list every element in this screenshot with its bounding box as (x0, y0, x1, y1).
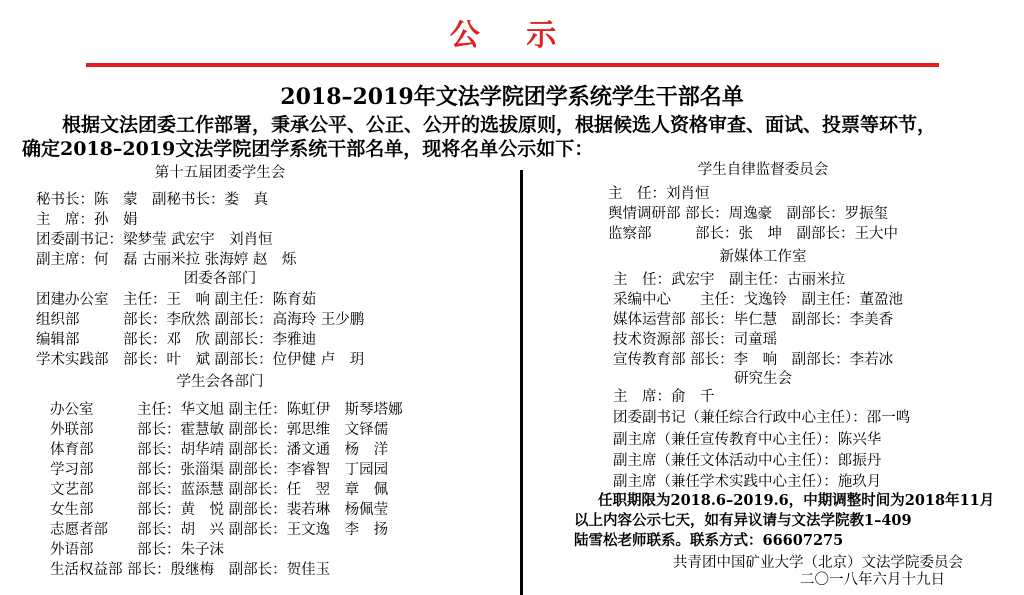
list-item: 生活权益部 部长：殷继梅 副部长：贺佳玉 (50, 562, 331, 578)
signature: 共青团中国矿业大学（北京）文法学院委员会 (673, 555, 963, 571)
list-item: 副主席（兼任文体活动中心主任）：郎振丹 (613, 453, 882, 469)
list-item: 主 任：刘肖恒 (608, 186, 710, 202)
document-heading: 2018–2019年文法学院团学系统学生干部名单 (280, 84, 744, 110)
section-title: 学生自律监督委员会 (697, 162, 829, 178)
list-item: 宣传教育部 部长：李 响 副部长：李若冰 (613, 352, 894, 368)
list-item: 舆情调研部 部长：周逸豪 副部长：罗振玺 (608, 206, 889, 222)
intro-line: 确定2018–2019文法学院团学系统干部名单，现将名单公示如下： (22, 138, 594, 160)
intro-line: 根据文法团委工作部署，秉承公平、公正、公开的选拔原则，根据候选人资格审查、面试、投票等环节， (62, 114, 937, 136)
date: 二〇一八年六月十九日 (800, 572, 945, 588)
list-item: 外语部 部长：朱子沫 (50, 542, 224, 558)
list-item: 监察部 部长：张 坤 副部长：王大中 (608, 226, 898, 242)
list-item: 文艺部 部长：蓝添慧 副部长：任 翌 章 佩 (50, 482, 389, 498)
list-item: 学习部 部长：张淄渠 副部长：李睿智 丁园园 (50, 462, 389, 478)
list-item: 体育部 部长：胡华靖 副部长：潘文通 杨 洋 (50, 442, 389, 458)
section-title: 研究生会 (734, 371, 792, 387)
list-item: 团委副书记：梁梦莹 武宏宇 刘肖恒 (36, 232, 273, 248)
list-item: 主 席：孙 娟 (36, 212, 138, 228)
section-title: 第十五届团委学生会 (154, 165, 286, 181)
list-item: 主 任：武宏宇 副主任：古丽米拉 (613, 272, 845, 288)
list-item: 秘书长：陈 蒙 副秘书长：娄 真 (36, 192, 268, 208)
section-title: 新媒体工作室 (719, 249, 807, 265)
right-column (523, 0, 1024, 595)
list-item: 女生部 部长：黄 悦 副部长：裴若琳 杨佩莹 (50, 502, 389, 518)
page-title: 公 示 (449, 18, 575, 53)
list-item: 组织部 部长：李欣然 副部长：高海玲 王少鹏 (36, 312, 365, 328)
notice-line: 以上内容公示七天，如有异议请与文法学院教1–409 (574, 512, 912, 529)
list-item: 志愿者部 部长：胡 兴 副部长：王文逸 李 扬 (50, 522, 389, 538)
notice-line: 任职期限为2018.6–2019.6，中期调整时间为2018年11月 (598, 492, 995, 509)
list-item: 副主席：何 磊 古丽米拉 张海婷 赵 烁 (36, 252, 297, 268)
section-title: 学生会各部门 (176, 374, 264, 390)
list-item: 副主席（兼任宣传教育中心主任）：陈兴华 (613, 432, 882, 448)
list-item: 学术实践部 部长：叶 斌 副部长：位伊健 卢 玥 (36, 352, 365, 368)
list-item: 编辑部 部长：邓 欣 副部长：李雅迪 (36, 332, 317, 348)
list-item: 办公室 主任：华文旭 副主任：陈虹伊 斯琴塔娜 (50, 402, 403, 418)
list-item: 技术资源部 部长：司童瑶 (613, 332, 778, 348)
section-title: 团委各部门 (183, 271, 257, 287)
list-item: 媒体运营部 部长：毕仁慧 副部长：李美香 (613, 312, 894, 328)
list-item: 团委副书记（兼任综合行政中心主任）：邵一鸣 (613, 410, 911, 426)
list-item: 采编中心 主任：戈逸铃 副主任：董盈池 (613, 292, 903, 308)
list-item: 团建办公室 主任：王 响 副主任：陈育茹 (36, 292, 317, 308)
notice-line: 陆雪松老师联系。联系方式：66607275 (574, 532, 844, 549)
list-item: 副主席（兼任学术实践中心主任）：施玖月 (613, 474, 882, 490)
list-item: 主 席：俞 千 (613, 389, 715, 405)
list-item: 外联部 部长：霍慧敏 副部长：郭思维 文铎儒 (50, 422, 389, 438)
